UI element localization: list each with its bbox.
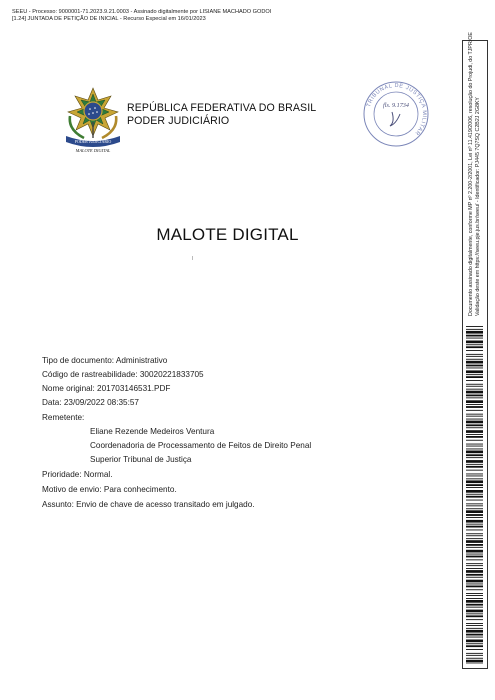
barcode-bar <box>466 547 483 548</box>
barcode-bar <box>466 660 483 663</box>
barcode-bar <box>466 404 483 405</box>
barcode-bar <box>466 637 483 638</box>
barcode-bar <box>466 410 483 411</box>
barcode-bar <box>466 326 483 327</box>
barcode-bar <box>466 389 483 390</box>
barcode-bar <box>466 470 483 471</box>
barcode-bar <box>466 580 483 583</box>
barcode-bar <box>466 625 483 626</box>
barcode-bar <box>466 568 483 569</box>
barcode-bar <box>466 359 483 360</box>
barcode-bar <box>466 589 483 590</box>
barcode-bar <box>466 524 483 525</box>
barcode-bar <box>466 559 483 560</box>
barcode-bar <box>466 556 483 558</box>
barcode-bar <box>466 494 483 495</box>
barcode-bar <box>466 487 483 488</box>
barcode-bar <box>466 368 483 369</box>
barcode-bar <box>466 530 483 531</box>
barcode-bar <box>466 436 483 438</box>
barcode-bar <box>466 563 483 564</box>
scan-speck <box>192 256 193 260</box>
barcode-bar <box>466 533 483 534</box>
barcode-bar <box>466 335 483 337</box>
barcode-bar <box>466 386 483 387</box>
header-petition-line: [1.24] JUNTADA DE PETIÇÃO DE INICIAL - Recurso Especial em 16/01/2023 <box>12 16 206 22</box>
barcode-bar <box>466 446 483 447</box>
barcode-bar <box>466 440 483 441</box>
barcode-bar <box>466 598 483 599</box>
barcode-bar <box>466 520 483 523</box>
barcode-bar <box>466 466 483 468</box>
barcode-bar <box>466 350 483 351</box>
barcode-bar <box>466 514 483 516</box>
field-sender-name: Eliane Rezende Medeiros Ventura <box>90 427 215 436</box>
field-document-type: Tipo de documento: Administrativo <box>42 356 168 365</box>
barcode-bar <box>466 331 483 334</box>
barcode-bar <box>466 628 483 629</box>
barcode-bar <box>466 476 483 477</box>
barcode-bar <box>466 365 483 367</box>
letterhead <box>127 102 316 128</box>
barcode-bar <box>466 577 483 578</box>
barcode-bar <box>466 540 483 543</box>
barcode-bar <box>466 376 483 378</box>
barcode-bar <box>466 384 483 385</box>
field-priority: Prioridade: Normal. <box>42 470 113 479</box>
barcode-bar <box>466 406 483 408</box>
barcode-bar <box>466 538 483 539</box>
barcode-bar <box>466 474 483 475</box>
coat-of-arms-logo <box>62 86 124 154</box>
barcode-bar <box>466 607 483 608</box>
barcode-bar <box>466 391 483 394</box>
barcode-bar <box>466 526 483 528</box>
barcode-bar <box>466 565 483 566</box>
barcode-bar <box>466 419 483 420</box>
crest-caption-text: MALOTE DIGITAL <box>75 148 111 153</box>
header-process-line: SEEU - Processo: 9000001-71.2023.9.21.0003 - Assinado digitalmente por LISIANE MACHADO GODOI <box>12 9 272 15</box>
barcode-bar <box>466 356 483 357</box>
field-date: Data: 23/09/2022 08:35:57 <box>42 398 139 407</box>
stamp-ring-text: TRIBUNAL DE JUSTIÇA MILITAR <box>365 82 428 137</box>
barcode-bar <box>466 619 483 620</box>
barcode-bar <box>466 500 483 501</box>
barcode-bar <box>466 341 483 344</box>
barcode-bar <box>466 649 483 650</box>
barcode-bar <box>466 427 483 428</box>
barcode-bar <box>466 329 483 330</box>
field-subject: Assunto: Envio de chave de acesso transitado em julgado. <box>42 500 255 509</box>
barcode-bar <box>466 610 483 613</box>
barcode-bar <box>466 550 483 553</box>
barcode-bar <box>466 584 483 585</box>
barcode-bar <box>466 643 483 644</box>
field-reason: Motivo de envio: Para conhecimento. <box>42 485 177 494</box>
barcode-bar <box>466 544 483 546</box>
field-original-name: Nome original: 201703146531.PDF <box>42 384 171 393</box>
barcode-bar <box>466 570 483 573</box>
field-sender-label: Remetente: <box>42 413 85 422</box>
barcode-bar <box>466 454 483 456</box>
barcode-bar <box>466 593 483 594</box>
barcode-bar <box>466 574 483 576</box>
barcode-bar <box>466 586 483 588</box>
barcode <box>466 326 483 664</box>
barcode-bar <box>466 424 483 426</box>
barcode-bar <box>466 634 483 636</box>
barcode-bar <box>466 374 483 375</box>
barcode-bar <box>466 395 483 397</box>
barcode-bar <box>466 480 483 483</box>
barcode-bar <box>466 503 483 504</box>
barcode-bar <box>466 496 483 498</box>
barcode-bar <box>466 490 483 493</box>
validation-text-line1: Documento assinado digitalmente, conforme MP nº 2.200-2/2001, Lei nº 11.419/2006, resolução do Projudi, do TJPR/OE <box>468 32 474 316</box>
barcode-bar <box>466 370 483 373</box>
field-sender-court: Superior Tribunal de Justiça <box>90 455 192 464</box>
barcode-bar <box>466 653 483 654</box>
barcode-bar <box>466 645 483 647</box>
barcode-bar <box>466 554 483 555</box>
letterhead-republic: REPÚBLICA FEDERATIVA DO BRASIL <box>127 102 317 114</box>
barcode-bar <box>466 478 483 479</box>
barcode-bar <box>466 344 483 345</box>
barcode-bar <box>466 517 483 518</box>
barcode-bar <box>466 464 483 465</box>
barcode-bar <box>466 444 483 445</box>
barcode-bar <box>466 400 483 403</box>
validation-text-line2: Validação deste em https://seeu.pje.jus.br/seeu/ - Identificador: PJ445 7Q7SQ C2B2J 2G8KY <box>475 97 481 316</box>
barcode-bar <box>466 430 483 433</box>
barcode-bar <box>466 600 483 603</box>
barcode-bar <box>466 449 483 450</box>
barcode-bar <box>466 361 483 364</box>
barcode-bar <box>466 380 483 381</box>
barcode-bar <box>466 658 483 659</box>
barcode-bar <box>466 421 483 424</box>
stamp-handwritten-text: fls. 9.1734 <box>383 102 409 109</box>
barcode-bar <box>466 338 483 339</box>
barcode-bar <box>466 604 483 606</box>
barcode-bar <box>466 615 483 617</box>
court-stamp <box>362 80 430 148</box>
barcode-bar <box>466 535 483 536</box>
barcode-bar <box>466 460 483 463</box>
barcode-bar <box>466 434 483 435</box>
barcode-bar <box>466 655 483 656</box>
barcode-bar <box>466 451 483 454</box>
barcode-bar <box>466 484 483 486</box>
crest-ribbon-text: PODER JUDICIÁRIO <box>74 139 112 144</box>
barcode-bar <box>466 354 483 355</box>
letterhead-judiciary: PODER JUDICIÁRIO <box>127 115 230 127</box>
page-title: MALOTE DIGITAL <box>156 225 299 244</box>
barcode-bar <box>466 505 483 506</box>
barcode-bar <box>466 508 483 509</box>
field-sender-department: Coordenadoria de Processamento de Feitos de Direito Penal <box>90 441 312 450</box>
barcode-bar <box>466 613 483 614</box>
barcode-bar <box>466 595 483 596</box>
document-header <box>12 9 271 23</box>
barcode-bar <box>466 416 483 417</box>
field-tracking-code: Código de rastreabilidade: 30020221833705 <box>42 370 204 379</box>
barcode-bar <box>466 346 483 348</box>
barcode-bar <box>466 630 483 633</box>
barcode-bar <box>466 640 483 643</box>
barcode-bar <box>466 414 483 415</box>
barcode-bar <box>466 397 483 398</box>
barcode-bar <box>466 510 483 513</box>
barcode-bar <box>466 623 483 624</box>
barcode-bar <box>466 457 483 458</box>
